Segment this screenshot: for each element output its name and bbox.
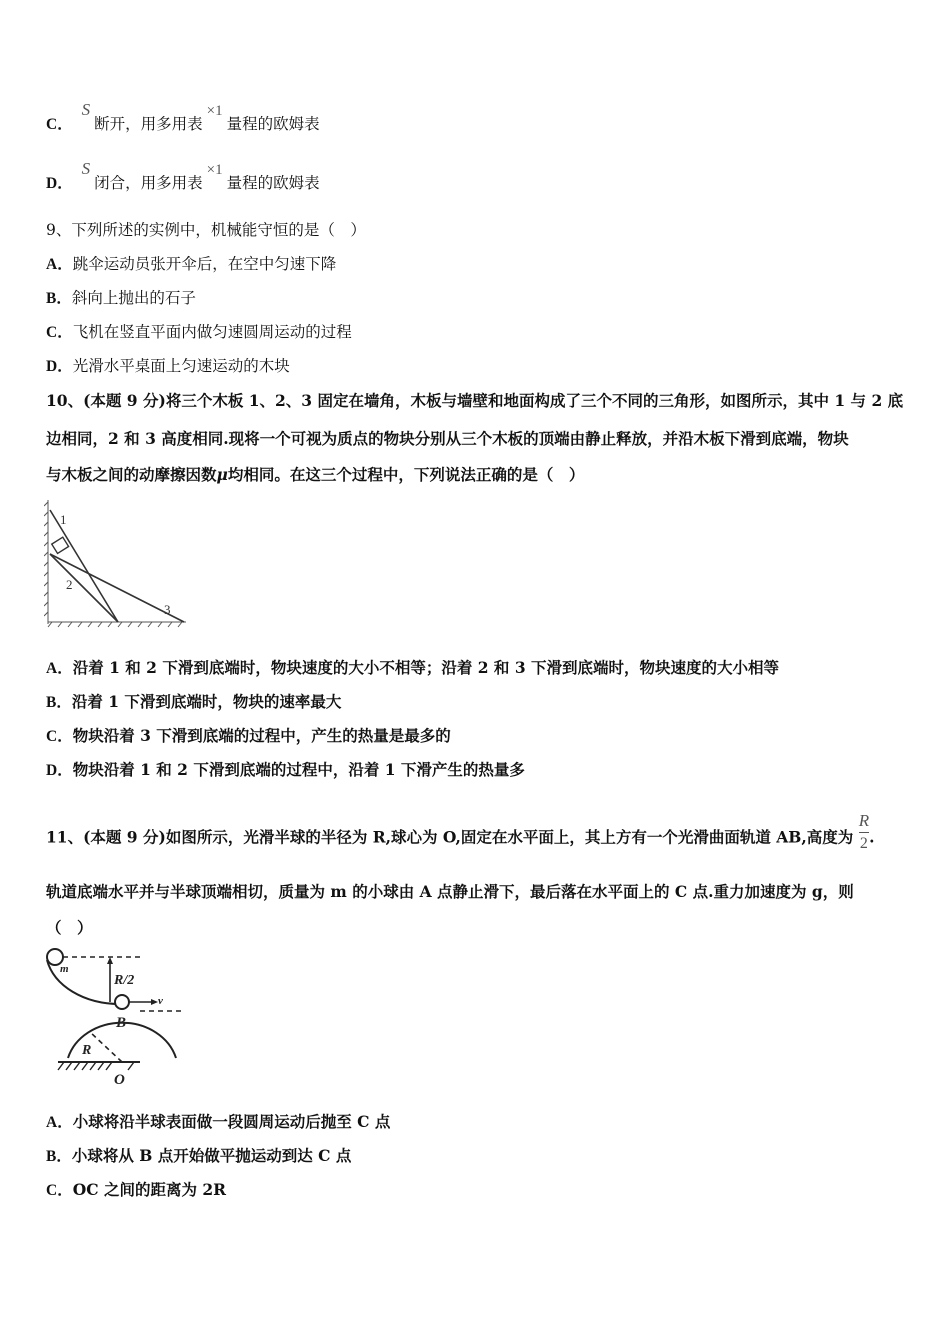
label-m: m [60, 963, 69, 975]
option-text: OC 之间的距离为 2R [72, 1180, 227, 1199]
option-text: 斜向上抛出的石子 [71, 289, 196, 307]
stem-text: 与木板之间的动摩擦因数 [46, 465, 217, 484]
option-letter: A． [46, 660, 73, 677]
option-letter: B． [46, 694, 72, 711]
label-v: v [158, 995, 163, 1007]
label-o: O [114, 1072, 125, 1086]
option-letter: B． [46, 290, 72, 307]
q11-option-c [46, 1180, 226, 1201]
block [52, 537, 69, 553]
ground-hatching [58, 1062, 134, 1070]
fraction-denominator: 2 [859, 835, 868, 852]
label-b: B [116, 1015, 127, 1031]
option-letter: B． [46, 1148, 72, 1165]
arrow-up [107, 957, 113, 964]
q10-figure-boards [44, 496, 190, 630]
option-letter: C． [46, 116, 73, 133]
switch-symbol: S [81, 159, 91, 178]
label-1: 1 [60, 512, 67, 527]
q9-stem: 9、下列所述的实例中，机械能守恒的是（ ） [46, 221, 366, 239]
q9-option-d [46, 356, 290, 377]
q11-stem-line3: （ ） [46, 918, 93, 937]
q11-stem-line1 [46, 811, 875, 859]
option-letter: D． [46, 175, 73, 192]
radius-dashed [90, 1032, 122, 1062]
q10-stem-line2: 边相同，2 和 3 高度相同.现将一个可视为质点的物块分别从三个木板的顶端由静止释放，并沿木板下滑到底端，物块 [46, 429, 849, 448]
q10-option-b [46, 692, 341, 713]
option-text: 闭合，用多用表 [94, 174, 203, 192]
option-letter: A． [46, 1114, 73, 1131]
option-text: 跳伞运动员张开伞后，在空中匀速下降 [72, 255, 337, 273]
fraction-numerator: R [858, 811, 870, 830]
label-2: 2 [66, 577, 73, 592]
option-text: 飞机在竖直平面内做匀速圆周运动的过程 [72, 323, 352, 341]
q10-stem-line3 [46, 465, 584, 485]
q9-option-c [46, 322, 352, 343]
q10-option-a [46, 658, 779, 679]
ball-at-b [115, 995, 129, 1009]
q9-option-a [46, 254, 336, 275]
option-letter: A． [46, 256, 73, 273]
track-ab [47, 960, 120, 1004]
fraction-r-over-2 [859, 812, 869, 853]
fraction-bar [859, 832, 869, 833]
option-text: 量程的欧姆表 [226, 174, 320, 192]
option-letter: D． [46, 358, 73, 375]
stem-text: . [869, 827, 875, 847]
option-text: 物块沿着 1 和 2 下滑到底端的过程中，沿着 1 下滑产生的热量多 [72, 760, 525, 779]
wall-hatching [44, 500, 48, 624]
label-3: 3 [164, 602, 171, 617]
q8-option-c [46, 100, 320, 135]
option-letter: C． [46, 728, 73, 745]
q10-stem-line1: 10、(本题 9 分)将三个木板 1、2、3 固定在墙角，木板与墙壁和地面构成了三个不同的三角形，如图所示，其中 1 与 2 底 [46, 391, 904, 410]
option-text: 小球将沿半球表面做一段圆周运动后抛至 C 点 [72, 1112, 391, 1131]
ground-hatching [48, 622, 186, 627]
label-r: R [82, 1043, 92, 1058]
option-text: 沿着 1 下滑到底端时，物块的速率最大 [71, 692, 342, 711]
option-text: 小球将从 B 点开始做平抛运动到达 C 点 [71, 1146, 352, 1165]
q10-option-d [46, 760, 525, 781]
q11-option-b [46, 1146, 351, 1167]
scale-symbol: ×1 [206, 162, 223, 178]
q11-figure-hemisphere [44, 946, 186, 1086]
q11-stem-line2: 轨道底端水平并与半球顶端相切，质量为 m 的小球由 A 点静止滑下，最后落在水平面上的 C 点.重力加速度为 g，则 [46, 882, 854, 901]
q10-option-c [46, 726, 451, 747]
switch-symbol: S [81, 100, 91, 119]
option-letter: C． [46, 324, 73, 341]
scale-symbol: ×1 [206, 103, 223, 119]
q11-option-a [46, 1112, 390, 1133]
option-text: 断开，用多用表 [94, 115, 203, 133]
option-letter: C． [46, 1182, 73, 1199]
mu-symbol: μ [216, 465, 228, 484]
stem-text: 11、(本题 9 分)如图所示，光滑半球的半径为 R,球心为 O,固定在水平面上，其上方有一个光滑曲面轨道 AB,高度为 [46, 827, 854, 847]
q8-option-d [46, 159, 320, 194]
label-height: R/2 [114, 973, 135, 988]
option-text: 光滑水平桌面上匀速运动的木块 [72, 357, 290, 375]
option-text: 物块沿着 3 下滑到底端的过程中，产生的热量是最多的 [72, 726, 451, 745]
option-text: 沿着 1 和 2 下滑到底端时，物块速度的大小不相等；沿着 2 和 3 下滑到底端时，物块速度的大小相等 [72, 658, 780, 677]
stem-text: 均相同。在这三个过程中，下列说法正确的是（ ） [227, 465, 585, 484]
arrow-right [151, 999, 158, 1005]
option-text: 量程的欧姆表 [226, 115, 320, 133]
option-letter: D． [46, 762, 73, 779]
q9-option-b [46, 288, 196, 309]
board-2 [50, 554, 118, 622]
